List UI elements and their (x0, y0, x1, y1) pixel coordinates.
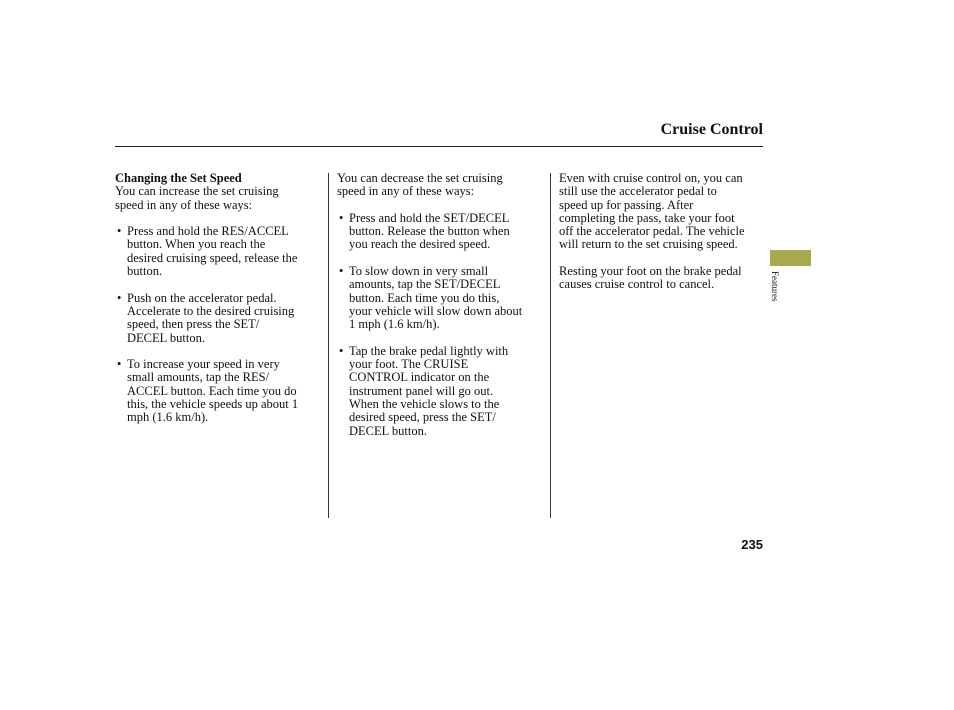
column-divider-2 (550, 173, 551, 518)
bullet-item: • Tap the brake pedal lightly with your foot. The CRUISE CONTROL indicator on the instrument panel will go out. When the vehicle slows to the desired speed, press the SET/ DECEL button. (337, 345, 547, 438)
intro-line: speed in any of these ways: (115, 197, 253, 212)
bullet-item: • To increase your speed in very small amounts, tap the RES/ ACCEL button. Each time you do this, the vehicle speeds up about 1 mph (1.6 km/h). (115, 358, 325, 424)
bullet-item: • Press and hold the SET/DECEL button. Release the button when you reach the desired speed. (337, 212, 547, 252)
bullet-item: • Press and hold the RES/ACCEL button. When you reach the desired cruising speed, release the button. (115, 225, 325, 278)
intro-line: speed in any of these ways: (337, 184, 475, 199)
page-title: Cruise Control (660, 121, 763, 138)
header-rule (115, 146, 763, 147)
section-tab (770, 250, 811, 266)
section-label: Features (770, 271, 780, 302)
section-heading: Changing the Set Speed (115, 171, 242, 185)
bullet-item: • To slow down in very small amounts, tap the SET/DECEL button. Each time you do this, your vehicle will slow down about 1 mph (1.6 km/h). (337, 265, 547, 331)
page-number: 235 (741, 537, 763, 552)
column-1 (115, 172, 325, 425)
intro-line: You can increase the set cruising (115, 184, 279, 199)
intro-line: You can decrease the set cruising (337, 171, 503, 185)
column-divider-1 (328, 173, 329, 518)
column-3: Even with cruise control on, you can still use the accelerator pedal to speed up for passing. After completing the pass, take your foot off the accelerator pedal. The vehicle will return to the set cruising speed. Resting your foot on the brake pedal causes cruise control to cancel. (559, 171, 745, 292)
bullet-item: • Push on the accelerator pedal. Accelerate to the desired cruising speed, then press the SET/ DECEL button. (115, 292, 325, 345)
column-2 (337, 172, 547, 438)
